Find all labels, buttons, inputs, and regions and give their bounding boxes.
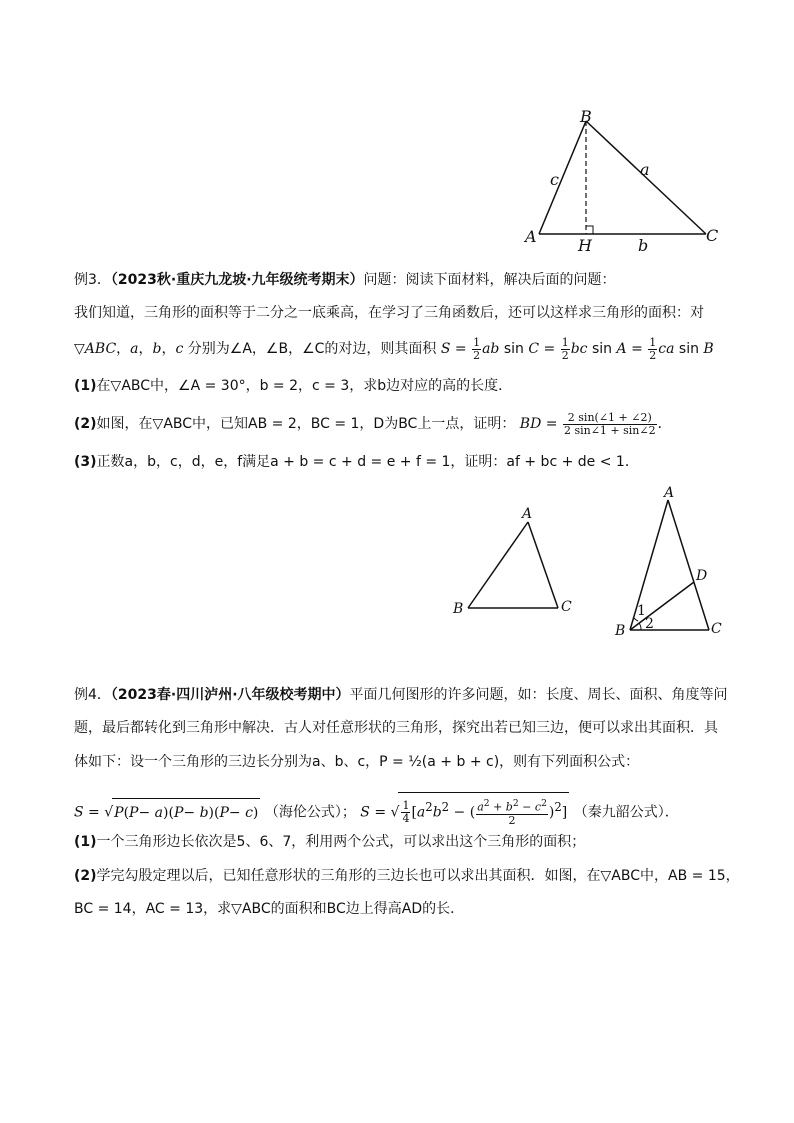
figure-triangle-altitude: [520, 105, 740, 255]
ex4-q1: (1)一个三角形边长依次是5、6、7，利用两个公式，可以求出这个三角形的面积；: [74, 834, 586, 850]
ex4-line2: 题，最后都转化到三角形中解决．古人对任意形状的三角形，探究出若已知三边，便可以求出其面积．具: [74, 720, 718, 736]
label-c: c: [550, 170, 559, 189]
ex3-q3: (3)正数a，b，c，d，e，f满足a + b = c + d = e + f = 1，证明：af + bc + de < 1．: [74, 454, 639, 470]
figure-triangle-abc: [450, 500, 590, 620]
ex3-line2: 我们知道，三角形的面积等于二分之一底乘高，在学习了三角函数后，还可以这样求三角形的面积：对: [74, 305, 704, 321]
figure-triangle-cevian: [610, 480, 760, 640]
ex3-source: （2023秋·重庆九龙坡·九年级统考期末）: [110, 272, 364, 288]
label-B: B: [580, 107, 592, 126]
ex3-line3-text: 分别为∠A，∠B，∠C的对边，则其面积: [187, 341, 437, 357]
ex4-title: [74, 685, 734, 705]
ex3-q2: (2)如图，在▽ABC中，已知AB = 2，BC = 1，D为BC上一点，证明： BD = $\frac{2 \sin(\angle 1 + \angle 2)}{2 \sin\angle 1 + \sin\angle 2}$ ．: [74, 410, 672, 437]
bd-fraction: $\frac{2 \sin(\angle 1 + \angle 2)}{2 \sin\angle 1 + \sin\angle 2}$: [563, 410, 656, 437]
label-b: b: [638, 236, 649, 255]
qin-label: （秦九韶公式）．: [573, 804, 679, 821]
ex4-formulas: S = √P(P− a)(P− b)(P− c) （海伦公式）； S = √ $\frac{1}{4}$ [$a^2b^2$ − ( $\frac{a^2 + b^2 - c^2}{2}$ )$^2$] （秦九韶公式）．: [74, 792, 734, 827]
ex4-prefix: 例4．: [74, 687, 111, 703]
fig3-label-A: A: [664, 485, 675, 501]
fig3-angle-2: 2: [645, 616, 654, 632]
ex3-line3: ▽ABC，a，b，c 分别为∠A，∠B，∠C的对边，则其面积 S = $\frac{1}{2}$ ab sin C = $\frac{1}{2}$ bc sin A = $\frac{1}{2}$ ca sin B: [74, 335, 714, 362]
ex3-q2-text: 如图，在▽ABC中，已知AB = 2，BC = 1，D为BC上一点，证明：: [96, 416, 516, 432]
label-A: A: [525, 227, 537, 246]
fig3-label-C: C: [711, 621, 722, 637]
fig3-label-B: B: [615, 623, 626, 639]
ex3-q1: (1)在▽ABC中，∠A = 30°，b = 2，c = 3，求b边对应的高的长度．: [74, 378, 513, 394]
fig2-label-C: C: [561, 599, 572, 615]
ex3-q1-text: 在▽ABC中，∠A = 30°，b = 2，c = 3，求b边对应的高的长度．: [96, 378, 513, 394]
heron-label: （海伦公式）；: [264, 804, 356, 821]
fig2-label-B: B: [453, 601, 464, 617]
ex4-line1: 平面几何图形的许多问题，如：长度、周长、面积、角度等问: [349, 687, 728, 703]
ex4-q2: (2)学完勾股定理以后，已知任意形状的三角形的三边长也可以求出其面积．如图，在▽ABC中，AB = 15，: [74, 868, 740, 884]
fig3-angle-1: 1: [637, 603, 646, 619]
ex3-q3-text: 正数a，b，c，d，e，f满足a + b = c + d = e + f = 1，证明：af + bc + de < 1．: [96, 454, 639, 470]
ex3-intro: 问题：阅读下面材料，解决后面的问题：: [363, 272, 616, 288]
ex4-q1-text: 一个三角形边长依次是5、6、7，利用两个公式，可以求出这个三角形的面积；: [96, 834, 586, 850]
ex3-title: [74, 270, 734, 290]
fig2-label-A: A: [522, 506, 533, 522]
label-H: H: [578, 236, 592, 255]
ex4-line3: 体如下：设一个三角形的三边长分别为a、b、c，P = ½(a + b + c)，则有下列面积公式：: [74, 754, 640, 770]
label-a: a: [640, 160, 650, 179]
label-C: C: [706, 226, 719, 245]
ex4-q2-line2: BC = 14，AC = 13，求▽ABC的面积和BC边上得高AD的长．: [74, 901, 465, 917]
ex3-prefix: 例3．: [74, 272, 111, 288]
ex4-q2-text: 学完勾股定理以后，已知任意形状的三角形的三边长也可以求出其面积．如图，在▽ABC中，AB = 15，: [96, 868, 740, 884]
ex4-source: （2023春·四川泸州·八年级校考期中）: [110, 687, 350, 703]
fig3-label-D: D: [696, 568, 708, 584]
